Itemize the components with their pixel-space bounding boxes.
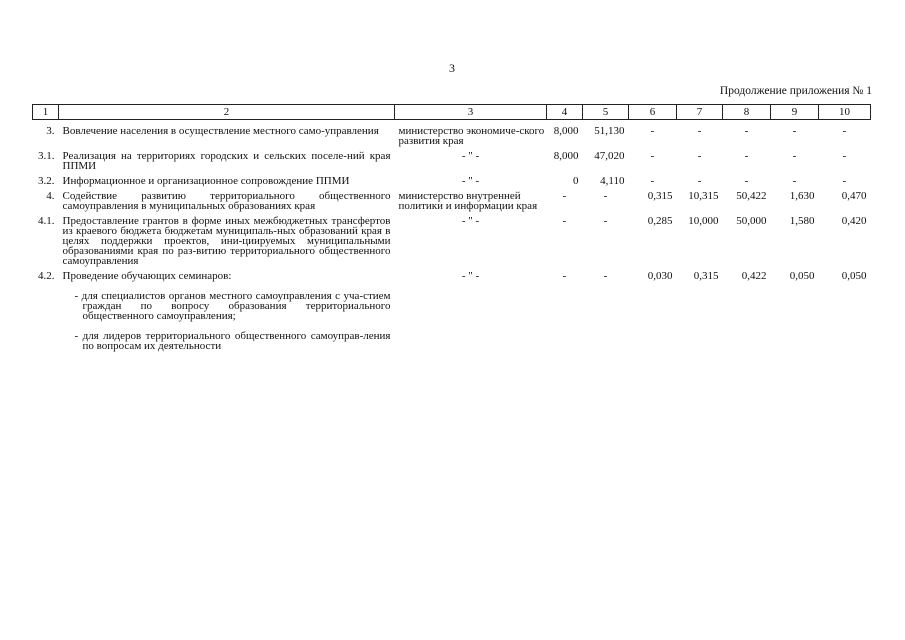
row-value: 0,420 bbox=[841, 215, 867, 227]
table-row bbox=[33, 120, 871, 147]
row-value: 1,580 bbox=[789, 215, 815, 227]
row-value: 0,422 bbox=[741, 270, 767, 282]
row-code: 3. bbox=[46, 125, 55, 137]
table-row bbox=[33, 326, 871, 351]
row-executor: - " - bbox=[461, 270, 480, 282]
row-value: 0,315 bbox=[693, 270, 719, 282]
table-header-row bbox=[33, 105, 871, 120]
header-cell: 7 bbox=[677, 105, 723, 120]
row-description: Информационное и организационное сопровождение ППМИ bbox=[62, 175, 350, 187]
row-value: - bbox=[792, 175, 797, 187]
row-value: - bbox=[650, 150, 655, 162]
header-cell: 6 bbox=[629, 105, 677, 120]
subitem-text: - для лидеров территориального общественного самоуправ-ления по вопросам их деятельности bbox=[74, 330, 391, 352]
row-executor: - " - bbox=[461, 175, 480, 187]
table-row bbox=[33, 286, 871, 326]
table-row bbox=[33, 211, 871, 266]
table-row bbox=[33, 146, 871, 171]
row-value: - bbox=[697, 175, 702, 187]
row-code: 4.1. bbox=[38, 215, 55, 227]
row-value: - bbox=[697, 150, 702, 162]
header-cell: 8 bbox=[723, 105, 771, 120]
row-value: - bbox=[842, 175, 847, 187]
appendix-continuation-note: Продолжение приложения № 1 bbox=[719, 85, 872, 97]
row-code: 4.2. bbox=[38, 270, 55, 282]
header-cell: 1 bbox=[33, 105, 59, 120]
row-value: - bbox=[744, 150, 749, 162]
row-value: 47,020 bbox=[594, 150, 625, 162]
page-number: 3 bbox=[449, 61, 455, 75]
row-value: 8,000 bbox=[553, 150, 579, 162]
row-executor: - " - bbox=[461, 150, 480, 162]
row-code: 4. bbox=[46, 190, 55, 202]
row-value: 50,422 bbox=[736, 190, 767, 202]
row-value: - bbox=[842, 150, 847, 162]
row-code: 3.2. bbox=[38, 175, 55, 187]
row-description: Содействие развитию территориального общественного самоуправления в муниципальных образованиях края bbox=[62, 190, 391, 212]
row-value: 0,285 bbox=[647, 215, 673, 227]
table-row bbox=[33, 171, 871, 186]
row-value: 0,470 bbox=[841, 190, 867, 202]
row-value: - bbox=[697, 125, 702, 137]
row-description: Реализация на территориях городских и сельских поселе-ний края ППМИ bbox=[62, 150, 391, 172]
table-row bbox=[33, 266, 871, 286]
row-executor: - " - bbox=[461, 215, 480, 227]
row-value: - bbox=[842, 125, 847, 137]
row-value: 0,315 bbox=[647, 190, 673, 202]
header-cell: 3 bbox=[395, 105, 547, 120]
header-cell: 9 bbox=[771, 105, 819, 120]
header-cell: 5 bbox=[583, 105, 629, 120]
row-value: - bbox=[792, 125, 797, 137]
subitem-text: - для специалистов органов местного самоуправления с уча-стием граждан по вопросу образования территориального общественного самоуправления; bbox=[74, 290, 391, 322]
row-value: - bbox=[650, 125, 655, 137]
row-executor: министерство внутренней политики и информации края bbox=[398, 190, 538, 212]
row-value: 10,000 bbox=[688, 215, 719, 227]
row-value: 0 bbox=[573, 175, 579, 187]
row-value: 0,050 bbox=[841, 270, 867, 282]
row-executor: министерство экономиче-ского развития края bbox=[398, 125, 545, 147]
row-value: - bbox=[603, 215, 608, 227]
row-description: Проведение обучающих семинаров: bbox=[62, 270, 232, 282]
row-code: 3.1. bbox=[38, 150, 55, 162]
table-row bbox=[33, 186, 871, 211]
row-value: - bbox=[562, 190, 567, 202]
row-value: 1,630 bbox=[789, 190, 815, 202]
row-value: - bbox=[603, 270, 608, 282]
row-value: - bbox=[744, 125, 749, 137]
row-value: 51,130 bbox=[594, 125, 625, 137]
row-value: 8,000 bbox=[553, 125, 579, 137]
header-cell: 10 bbox=[819, 105, 871, 120]
row-value: - bbox=[562, 270, 567, 282]
header-cell: 4 bbox=[547, 105, 583, 120]
row-value: - bbox=[792, 150, 797, 162]
row-value: 0,050 bbox=[789, 270, 815, 282]
row-value: 4,110 bbox=[600, 175, 625, 187]
row-value: - bbox=[562, 215, 567, 227]
row-value: - bbox=[744, 175, 749, 187]
row-value: - bbox=[650, 175, 655, 187]
row-value: 0,030 bbox=[647, 270, 673, 282]
header-cell: 2 bbox=[59, 105, 395, 120]
row-description: Предоставление грантов в форме иных межбюджетных трансфертов из краевого бюджета бюджетам муниципаль-ных образований края в целях поддержки проектов, ини-циируемых муниципальными образованиями края по раз-витию территориального общественного самоуправления bbox=[62, 215, 391, 267]
row-value: - bbox=[603, 190, 608, 202]
row-description: Вовлечение населения в осуществление местного само-управления bbox=[62, 125, 379, 137]
row-value: 50,000 bbox=[736, 215, 767, 227]
row-value: 10,315 bbox=[688, 190, 719, 202]
appendix-table bbox=[32, 104, 871, 351]
